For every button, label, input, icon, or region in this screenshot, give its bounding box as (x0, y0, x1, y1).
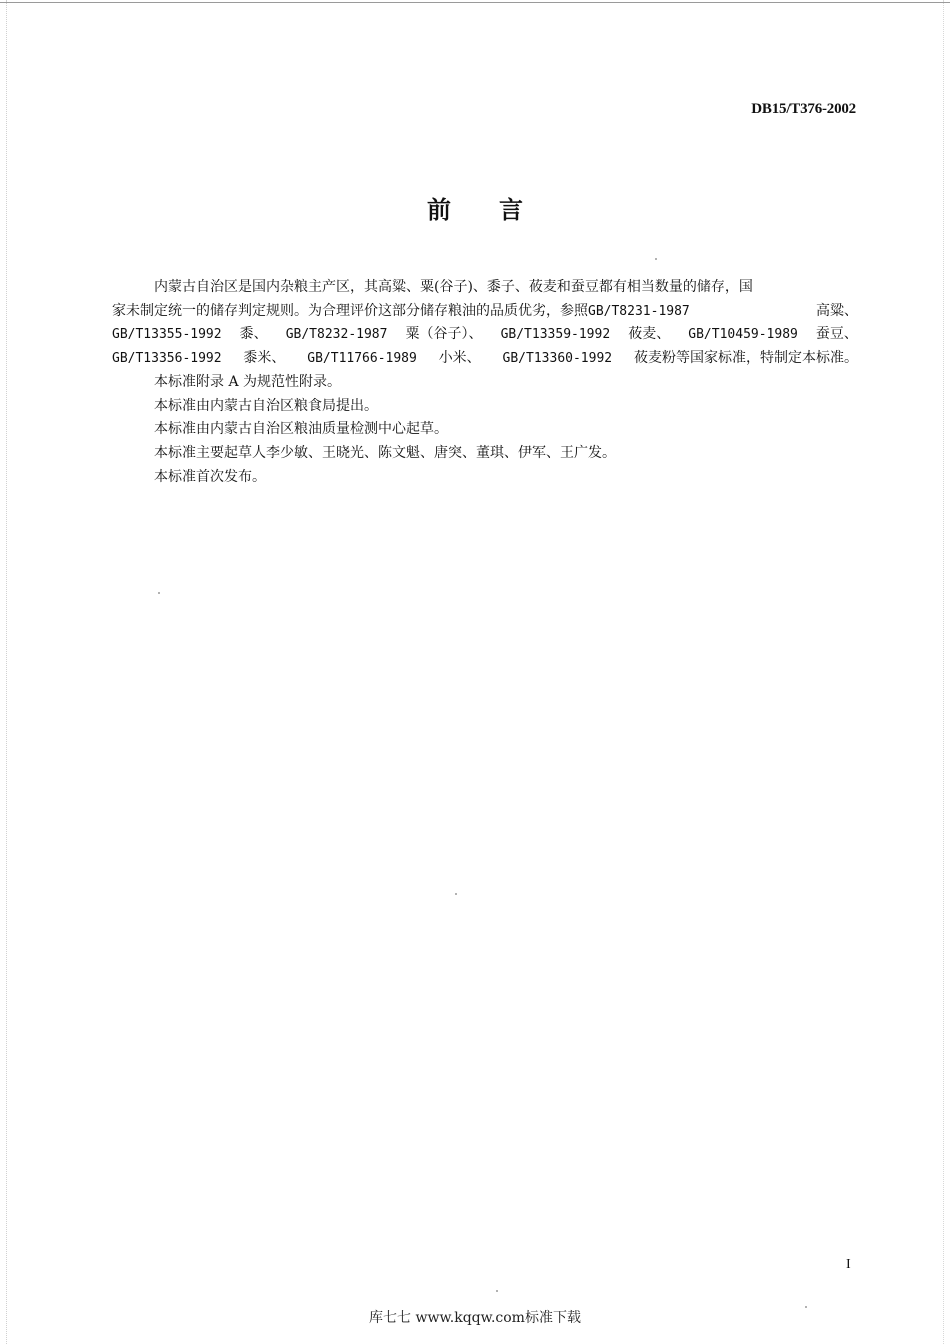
title-char-2: 言 (499, 196, 523, 224)
intro-line-4-f: 莜麦粉等国家标准，特制定本标准。 (633, 350, 858, 367)
scan-speck (496, 1290, 498, 1292)
footer-watermark: 库七七 www.kqqw.com标准下载 (369, 1310, 581, 1326)
paragraph-drafters: 本标准主要起草人李少敏、王晓光、陈文魁、唐突、董琪、伊军、王广发。 (154, 444, 616, 461)
intro-line-3-d: 粟（谷子）、 (405, 326, 483, 343)
intro-line-2 (112, 300, 858, 324)
intro-line-3-a (112, 323, 222, 347)
paragraph-intro (112, 276, 858, 371)
document-code: DB15/T376-2002 (751, 101, 856, 117)
page-number: I (846, 1257, 851, 1272)
standard-ref-gb-t13359: GB/T13359-1992 (500, 327, 611, 343)
scan-speck (655, 258, 657, 260)
page-title (0, 190, 950, 225)
intro-line-2-text (112, 300, 690, 324)
foreword-body (112, 276, 858, 489)
paragraph-drafter-org: 本标准由内蒙古自治区粮油质量检测中心起草。 (154, 421, 448, 438)
intro-line-3-b: 黍、 (239, 326, 268, 343)
scan-speck (805, 1306, 807, 1308)
standard-ref-gb-t8232: GB/T8232-1987 (285, 327, 388, 343)
title-char-1: 前 (427, 196, 451, 224)
paragraph-first-release: 本标准首次发布。 (154, 468, 266, 485)
scan-speck (455, 893, 457, 895)
standard-ref-gb-t11766: GB/T11766-1989 (307, 351, 417, 367)
paragraph-proposer: 本标准由内蒙古自治区粮食局提出。 (154, 397, 378, 414)
scan-speck (158, 592, 160, 594)
top-border-line (0, 2, 950, 3)
intro-line-3 (112, 323, 858, 347)
standard-ref-gb-t8231: GB/T8231-1987 (588, 303, 690, 319)
standard-ref-gb-t13360: GB/T13360-1992 (502, 351, 613, 367)
intro-line-2-a: 家未制定统一的储存判定规则。为合理评价这部分储存粮油的品质优劣，参照 (112, 302, 588, 319)
intro-line-4-b: 黍米、 (243, 350, 286, 367)
intro-line-1: 内蒙古自治区是国内杂粮主产区，其高粱、粟(谷子)、黍子、莜麦和蚕豆都有相当数量的储存，国 (154, 279, 753, 295)
intro-line-3-f: 莜麦、 (628, 326, 671, 343)
paragraph-appendix: 本标准附录 A 为规范性附录。 (154, 373, 342, 390)
standard-ref-gb-t10459: GB/T10459-1989 (688, 327, 798, 343)
standard-ref-gb-t13356: GB/T13356-1992 (112, 351, 222, 367)
standard-ref-gb-t13355: GB/T13355-1992 (112, 327, 222, 343)
intro-line-3-h: 蚕豆、 (815, 326, 858, 343)
intro-line-4 (112, 347, 858, 371)
intro-line-4-d: 小米、 (438, 350, 481, 367)
intro-line-2-c: 高粱、 (816, 302, 858, 319)
